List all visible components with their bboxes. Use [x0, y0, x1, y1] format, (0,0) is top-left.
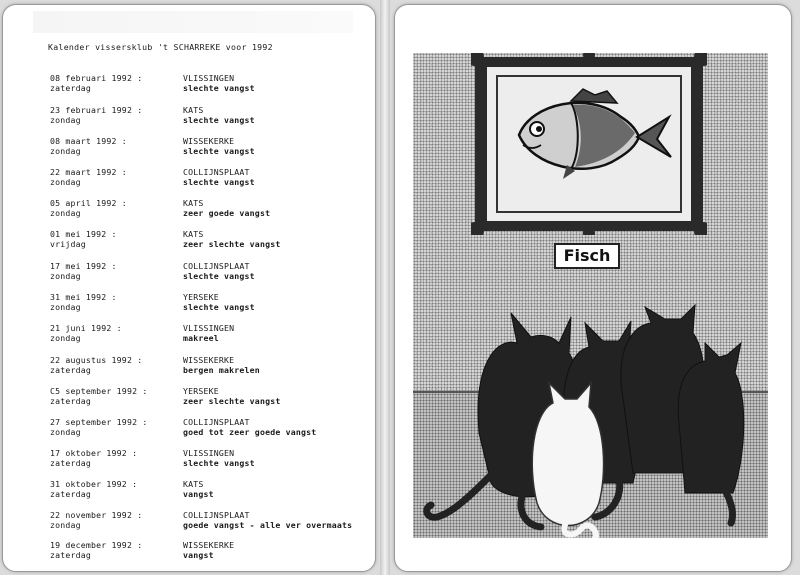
entry-location: YERSEKE	[183, 386, 219, 396]
entry-date: 22 november 1992 :	[50, 510, 143, 520]
page-fold	[380, 0, 390, 575]
entry-location: KATS	[183, 479, 204, 489]
left-page	[2, 4, 376, 572]
entry-catch-result: bergen makrelen	[183, 365, 260, 375]
entry-location: KATS	[183, 229, 204, 239]
calendar-entry	[3, 261, 375, 291]
cats-and-fish-illustration	[413, 53, 768, 538]
entry-date: 27 september 1992 :	[50, 417, 148, 427]
entry-catch-result: zeer slechte vangst	[183, 396, 281, 406]
entry-location: WISSEKERKE	[183, 136, 235, 146]
entry-weekday: zondag	[50, 115, 81, 125]
entry-weekday: zaterdag	[50, 83, 92, 93]
entry-date: 21 juni 1992 :	[50, 323, 122, 333]
entry-catch-result: slechte vangst	[183, 458, 255, 468]
calendar-entry	[3, 229, 375, 259]
entry-catch-result: vangst	[183, 489, 214, 499]
entry-location: WISSEKERKE	[183, 355, 235, 365]
entry-date: 01 mei 1992 :	[50, 229, 117, 239]
calendar-entry	[3, 510, 375, 540]
entry-weekday: zondag	[50, 427, 81, 437]
entry-weekday: zaterdag	[50, 458, 92, 468]
entry-date: 08 maart 1992 :	[50, 136, 127, 146]
entry-date: 17 oktober 1992 :	[50, 448, 138, 458]
entry-weekday: zaterdag	[50, 396, 92, 406]
entry-catch-result: slechte vangst	[183, 146, 255, 156]
calendar-entry	[3, 292, 375, 322]
calendar-entry	[3, 198, 375, 228]
calendar-entry	[3, 386, 375, 416]
entry-catch-result: vangst	[183, 550, 214, 560]
calendar-heading: Kalender vissersklub 't SCHARREKE voor 1992	[48, 42, 273, 52]
entry-catch-result: zeer goede vangst	[183, 208, 271, 218]
entry-catch-result: slechte vangst	[183, 115, 255, 125]
entry-weekday: zondag	[50, 208, 81, 218]
entry-date: 22 maart 1992 :	[50, 167, 127, 177]
entry-date: 17 mei 1992 :	[50, 261, 117, 271]
calendar-entry	[3, 136, 375, 166]
entry-weekday: zaterdag	[50, 550, 92, 560]
entry-location: VLISSINGEN	[183, 73, 235, 83]
entry-catch-result: goed tot zeer goede vangst	[183, 427, 317, 437]
entry-location: WISSEKERKE	[183, 540, 235, 550]
picture-frame-icon	[471, 53, 707, 235]
calendar-entry	[3, 73, 375, 103]
entry-date: 08 februari 1992 :	[50, 73, 143, 83]
entry-weekday: zaterdag	[50, 489, 92, 499]
entry-catch-result: slechte vangst	[183, 83, 255, 93]
entry-date: 31 oktober 1992 :	[50, 479, 138, 489]
entry-catch-result: slechte vangst	[183, 271, 255, 281]
entry-weekday: zondag	[50, 146, 81, 156]
calendar-entry	[3, 448, 375, 478]
entry-date: C5 september 1992 :	[50, 386, 148, 396]
entry-date: 19 december 1992 :	[50, 540, 143, 550]
right-page	[394, 4, 792, 572]
entry-location: KATS	[183, 198, 204, 208]
entry-weekday: zondag	[50, 333, 81, 343]
entry-date: 31 mei 1992 :	[50, 292, 117, 302]
calendar-entry	[3, 417, 375, 447]
calendar-entry	[3, 105, 375, 135]
entry-location: COLLIJNSPLAAT	[183, 167, 250, 177]
entry-date: 05 april 1992 :	[50, 198, 127, 208]
entry-date: 23 februari 1992 :	[50, 105, 143, 115]
entry-location: COLLIJNSPLAAT	[183, 417, 250, 427]
entry-location: VLISSINGEN	[183, 323, 235, 333]
calendar-entry	[3, 540, 375, 570]
entry-location: YERSEKE	[183, 292, 219, 302]
bleed-through-shadow	[33, 11, 353, 33]
entry-location: KATS	[183, 105, 204, 115]
entry-weekday: zondag	[50, 302, 81, 312]
entry-location: COLLIJNSPLAAT	[183, 261, 250, 271]
calendar-entry	[3, 355, 375, 385]
entry-location: COLLIJNSPLAAT	[183, 510, 250, 520]
calendar-entry	[3, 479, 375, 509]
entry-weekday: vrijdag	[50, 239, 86, 249]
entry-catch-result: slechte vangst	[183, 177, 255, 187]
entry-weekday: zondag	[50, 177, 81, 187]
entry-date: 22 augustus 1992 :	[50, 355, 143, 365]
entry-catch-result: makreel	[183, 333, 219, 343]
entry-catch-result: goede vangst - alle ver overmaats	[183, 520, 353, 530]
entry-catch-result: zeer slechte vangst	[183, 239, 281, 249]
entry-catch-result: slechte vangst	[183, 302, 255, 312]
fisch-sign: Fisch	[554, 243, 620, 269]
entry-weekday: zondag	[50, 271, 81, 281]
calendar-entry	[3, 167, 375, 197]
entry-weekday: zondag	[50, 520, 81, 530]
entry-location: VLISSINGEN	[183, 448, 235, 458]
calendar-entry	[3, 323, 375, 353]
cat-icon	[413, 303, 768, 538]
entry-weekday: zaterdag	[50, 365, 92, 375]
